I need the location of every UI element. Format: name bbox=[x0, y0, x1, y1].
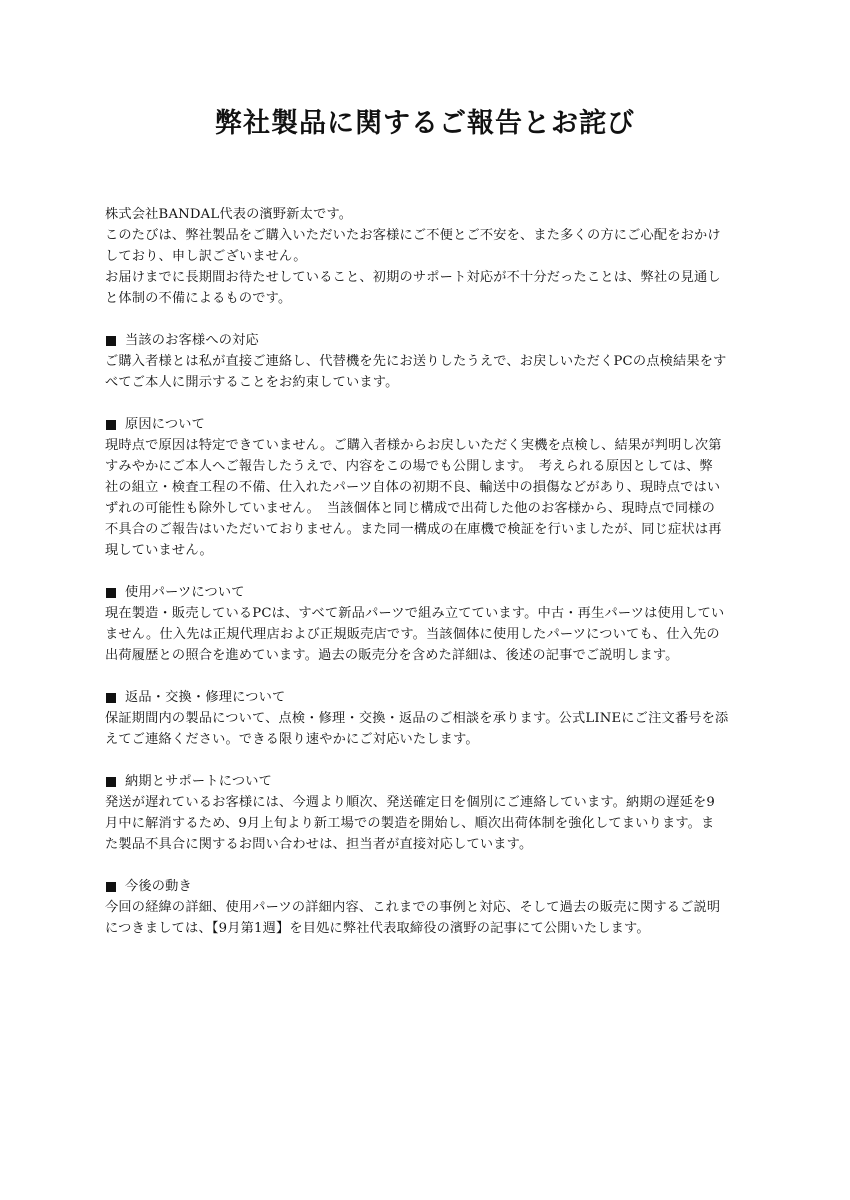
section-heading bbox=[105, 771, 747, 792]
section-heading-text: 返品・交換・修理について bbox=[125, 690, 286, 705]
section-text: 現時点で原因は特定できていません。ご購入者様からお戻しいただく実機を点検し、結果が判明し次第 すみやかにご本人へご報告したうえで、内容をこの場でも公開します。 考えられる原因としては、弊 社の組立・検査工程の不備、仕入れたパーツ自体の初期不良、輸送中の損傷などがあり、現時点ではい ずれの可能性も除外していません。 当該個体と同じ構成で出荷した他のお客様から、現時点で同様の 不具合のご報告はいただいておりません。また同一構成の在庫機で検証を行いましたが、同じ症状は再 現していません。 bbox=[105, 438, 722, 558]
section-text: 保証期間内の製品について、点検・修理・交換・返品のご相談を承ります。公式LINEにご注文番号を添 えてご連絡ください。できる限り速やかにご対応いたします。 bbox=[105, 711, 729, 747]
section-heading bbox=[105, 330, 747, 351]
section-returns bbox=[105, 687, 747, 750]
section-text: 現在製造・販売しているPCは、すべて新品パーツで組み立てています。中古・再生パーツは使用してい ません。仕入先は正規代理店および正規販売店です。当該個体に使用したパーツについても、仕入先の 出荷履歴との照合を進めています。過去の販売分を含めた詳細は、後述の記事でご説明します。 bbox=[105, 606, 725, 663]
section-customer-response bbox=[105, 330, 747, 393]
section-text: ご購入者様とは私が直接ご連絡し、代替機を先にお送りしたうえで、お戻しいただくPCの点検結果をす べてご本人に開示することをお約束しています。 bbox=[105, 354, 727, 390]
section-next-steps bbox=[105, 876, 747, 939]
section-heading bbox=[105, 582, 747, 603]
intro-paragraph: お届けまでに長期間お待たせしていること、初期のサポート対応が不十分だったことは、弊社の見通し と体制の不備によるものです。 bbox=[105, 270, 721, 306]
section-heading-text: 原因について bbox=[125, 417, 206, 432]
square-bullet-icon bbox=[106, 777, 116, 787]
page-title: 弊社製品に関するご報告とお詫び bbox=[215, 108, 635, 139]
section-text: 今回の経緯の詳細、使用パーツの詳細内容、これまでの事例と対応、そして過去の販売に関するご説明 につきましては、【9月第1週】を目処に弊社代表取締役の濱野の記事にて公開いたします。 bbox=[105, 900, 721, 936]
section-cause bbox=[105, 414, 747, 561]
square-bullet-icon bbox=[106, 882, 116, 892]
intro-paragraph: このたびは、弊社製品をご購入いただいたお客様にご不便とご不安を、また多くの方にご心配をおかけ しており、申し訳ございません。 bbox=[105, 228, 721, 264]
square-bullet-icon bbox=[106, 693, 116, 703]
section-heading bbox=[105, 876, 747, 897]
section-heading-text: 使用パーツについて bbox=[125, 585, 245, 600]
section-heading-text: 今後の動き bbox=[125, 879, 192, 894]
section-heading bbox=[105, 414, 747, 435]
section-heading bbox=[105, 687, 747, 708]
section-heading-text: 当該のお客様への対応 bbox=[125, 333, 259, 348]
section-text: 発送が遅れているお客様には、今週より順次、発送確定日を個別にご連絡しています。納期の遅延を9 月中に解消するため、9月上旬より新工場での製造を開始し、順次出荷体制を強化してまいります。ま た製品不具合に関するお問い合わせは、担当者が直接対応しています。 bbox=[105, 795, 715, 852]
intro-block bbox=[105, 204, 747, 309]
section-delivery-support bbox=[105, 771, 747, 855]
section-heading-text: 納期とサポートについて bbox=[125, 774, 272, 789]
square-bullet-icon bbox=[106, 588, 116, 598]
intro-paragraph: 株式会社BANDAL代表の濱野新太です。 bbox=[105, 207, 353, 222]
square-bullet-icon bbox=[106, 420, 116, 430]
section-parts bbox=[105, 582, 747, 666]
document-body bbox=[105, 204, 747, 939]
square-bullet-icon bbox=[106, 336, 116, 346]
